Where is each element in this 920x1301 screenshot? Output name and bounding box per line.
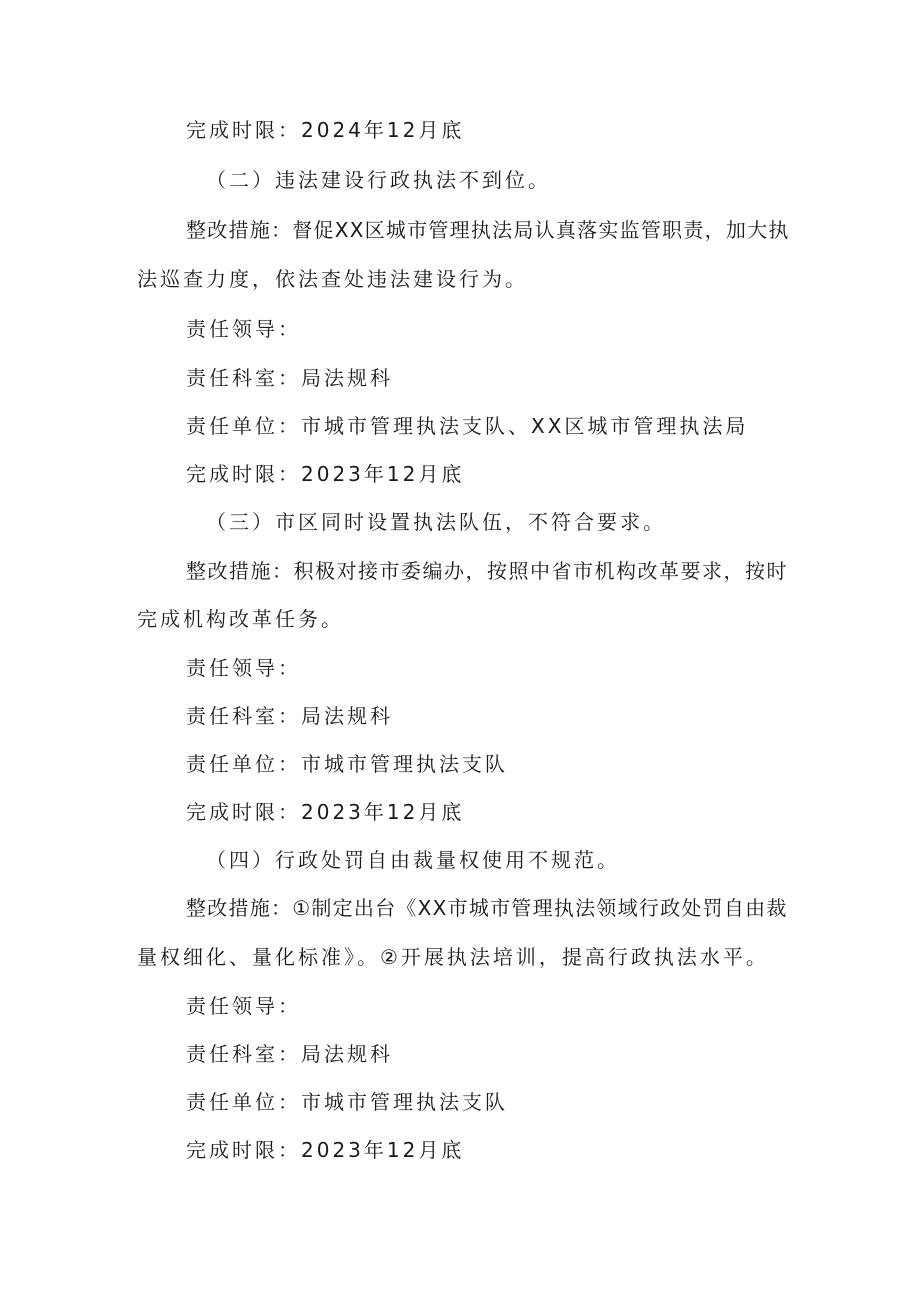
measures-line: 整改措施：①制定出台《XX市城市管理执法领域行政处罚自由裁 [186, 896, 788, 920]
section-heading-2: （二）违法建设行政执法不到位。 [206, 168, 551, 192]
deadline-line: 完成时限：2024年12月底 [186, 118, 465, 142]
leader-line: 责任领导： [186, 317, 301, 341]
deadline-line: 完成时限：2023年12月底 [186, 1138, 465, 1162]
section-heading-3: （三）市区同时设置执法队伍，不符合要求。 [206, 510, 666, 534]
leader-line: 责任领导： [186, 656, 301, 680]
measures-continuation-line: 完成机构改革任务。 [137, 607, 344, 631]
deadline-line: 完成时限：2023年12月底 [186, 800, 465, 824]
office-line: 责任科室：局法规科 [186, 366, 393, 390]
measures-continuation-line: 量权细化、量化标准》。②开展执法培训，提高行政执法水平。 [137, 945, 769, 969]
measures-line: 整改措施：督促XX区城市管理执法局认真落实监管职责，加大执 [186, 218, 790, 242]
measures-line: 整改措施：积极对接市委编办，按照中省市机构改革要求，按时 [186, 559, 788, 583]
leader-line: 责任领导： [186, 994, 301, 1018]
measures-continuation-line: 法巡查力度，依法查处违法建设行为。 [137, 267, 528, 291]
unit-line: 责任单位：市城市管理执法支队、XX区城市管理执法局 [186, 414, 749, 438]
deadline-line: 完成时限：2023年12月底 [186, 462, 465, 486]
section-heading-4: （四）行政处罚自由裁量权使用不规范。 [206, 848, 620, 872]
unit-line: 责任单位：市城市管理执法支队 [186, 1090, 508, 1114]
office-line: 责任科室：局法规科 [186, 1042, 393, 1066]
unit-line: 责任单位：市城市管理执法支队 [186, 752, 508, 776]
office-line: 责任科室：局法规科 [186, 704, 393, 728]
